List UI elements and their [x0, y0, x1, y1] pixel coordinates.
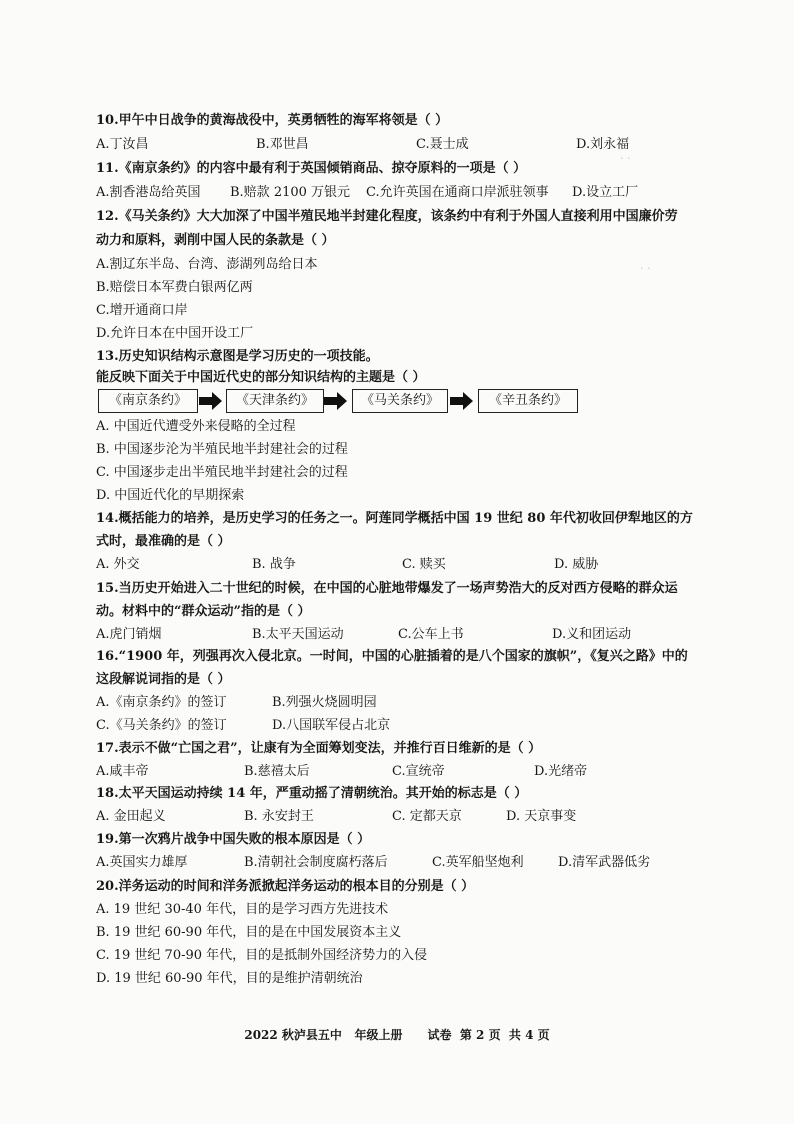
- q12-option-b: B.赔偿日本军费白银两亿两: [96, 280, 253, 295]
- question-13-stem-line2: 能反映下面关于中国近代史的部分知识结构的主题是（ ）: [96, 370, 426, 385]
- q20-option-b: B. 19 世纪 60-90 年代，目的是在中国发展资本主义: [96, 925, 402, 940]
- q16-option-b: B.列强火烧圆明园: [272, 695, 377, 710]
- q15-option-d: D.义和团运动: [552, 627, 632, 642]
- q19-option-a: A.英国实力雄厚: [96, 855, 188, 870]
- question-15-stem-line1: 15.当历史开始进入二十世纪的时候，在中国的心脏地带爆发了一场声势浩大的反对西方侵略的群众运: [96, 581, 678, 596]
- question-18-stem: 18.太平天国运动持续 14 年，严重动摇了清朝统治。其开始的标志是（ ）: [96, 786, 528, 801]
- q19-option-d: D.清军武器低劣: [558, 855, 651, 870]
- q10-option-d: D.刘永福: [576, 137, 630, 152]
- question-17-stem: 17.表示不做“亡国之君”，让康有为全面筹划变法，并推行百日维新的是（ ）: [96, 741, 542, 756]
- scan-artifact: · ·: [620, 152, 631, 165]
- q11-option-d: D.设立工厂: [572, 185, 639, 200]
- flow-arrow-icon: [199, 392, 223, 410]
- question-10-stem: 10.甲午中日战争的黄海战役中，英勇牺牲的海军将领是（ ）: [96, 113, 449, 128]
- q14-option-a: A. 外交: [96, 557, 140, 572]
- flow-box-nanjing-treaty: 《南京条约》: [98, 389, 198, 413]
- question-15-stem-line2: 动。材料中的“群众运动”指的是（ ）: [96, 604, 311, 619]
- q17-option-b: B.慈禧太后: [244, 764, 310, 779]
- q14-option-b: B. 战争: [252, 557, 296, 572]
- q12-option-d: D.允许日本在中国开设工厂: [96, 326, 254, 341]
- q19-option-c: C.英军船坚炮利: [432, 855, 524, 870]
- q10-option-c: C.聂士成: [416, 137, 469, 152]
- q12-option-c: C.增开通商口岸: [96, 303, 188, 318]
- q17-option-d: D.光绪帝: [534, 764, 588, 779]
- question-11-stem: 11.《南京条约》的内容中最有利于英国倾销商品、掠夺原料的一项是（ ）: [96, 161, 527, 176]
- q16-option-d: D.八国联军侵占北京: [272, 718, 391, 733]
- q17-option-c: C.宣统帝: [392, 764, 445, 779]
- flow-box-tianjin-treaty: 《天津条约》: [226, 389, 324, 413]
- q11-option-c: C.允许英国在通商口岸派驻领事: [366, 185, 549, 200]
- flow-arrow-icon: [324, 392, 348, 410]
- q14-option-c: C. 赎买: [402, 557, 446, 572]
- q15-option-a: A.虎门销烟: [96, 627, 162, 642]
- question-12-stem-line1: 12.《马关条约》大大加深了中国半殖民地半封建化程度，该条约中有利于外国人直接利用中国廉价劳: [96, 209, 678, 224]
- q18-option-d: D. 天京事变: [506, 809, 577, 824]
- q17-option-a: A.咸丰帝: [96, 764, 149, 779]
- question-12-stem-line2: 动力和原料，剥削中国人民的条款是（ ）: [96, 233, 335, 248]
- q14-option-d: D. 威胁: [554, 557, 599, 572]
- q18-option-c: C. 定都天京: [392, 809, 462, 824]
- question-14-stem-line2: 式时，最准确的是（ ）: [96, 534, 231, 549]
- q11-option-a: A.割香港岛给英国: [96, 185, 201, 200]
- q13-option-c: C. 中国逐步走出半殖民地半封建社会的过程: [96, 465, 348, 480]
- question-14-stem-line1: 14.概括能力的培养，是历史学习的任务之一。阿莲同学概括中国 19 世纪 80 年代初收回伊犁地区的方: [96, 511, 693, 526]
- q16-option-a: A.《南京条约》的签订: [96, 695, 227, 710]
- question-13-stem-line1: 13.历史知识结构示意图是学习历史的一项技能。: [96, 349, 379, 364]
- q19-option-b: B.清朝社会制度腐朽落后: [244, 855, 388, 870]
- q18-option-b: B. 永安封王: [244, 809, 314, 824]
- q15-option-b: B.太平天国运动: [252, 627, 344, 642]
- q13-option-b: B. 中国逐步沦为半殖民地半封建社会的过程: [96, 442, 348, 457]
- question-16-stem-line1: 16.“1900 年，列强再次入侵北京。一时间，中国的心脏插着的是八个国家的旗帜”，《复兴之路》中的: [96, 649, 688, 664]
- q20-option-a: A. 19 世纪 30-40 年代，目的是学习西方先进技术: [96, 902, 389, 917]
- q13-option-d: D. 中国近代化的早期探索: [96, 488, 245, 503]
- scan-artifact: · ·: [640, 262, 651, 275]
- flow-box-maguan-treaty: 《马关条约》: [352, 389, 448, 413]
- q18-option-a: A. 金田起义: [96, 809, 166, 824]
- q13-option-a: A. 中国近代遭受外来侵略的全过程: [96, 419, 296, 434]
- question-19-stem: 19.第一次鸦片战争中国失败的根本原因是（ ）: [96, 832, 371, 847]
- q11-option-b: B.赔款 2100 万银元: [230, 185, 351, 200]
- question-16-stem-line2: 这段解说词指的是（ ）: [96, 672, 231, 687]
- q20-option-c: C. 19 世纪 70-90 年代，目的是抵制外国经济势力的入侵: [96, 948, 428, 963]
- flow-arrow-icon: [450, 392, 474, 410]
- q12-option-a: A.割辽东半岛、台湾、澎湖列岛给日本: [96, 257, 318, 272]
- q15-option-c: C.公车上书: [398, 627, 464, 642]
- q10-option-a: A.丁汝昌: [96, 137, 149, 152]
- flow-box-xinchou-treaty: 《辛丑条约》: [478, 389, 578, 413]
- q20-option-d: D. 19 世纪 60-90 年代，目的是维护清朝统治: [96, 971, 363, 986]
- question-20-stem: 20.洋务运动的时间和洋务派掀起洋务运动的根本目的分别是（ ）: [96, 879, 475, 894]
- q16-option-c: C.《马关条约》的签订: [96, 718, 227, 733]
- page-footer: 2022 秋泸县五中 年级上册 试卷 第 2 页 共 4 页: [244, 1028, 550, 1042]
- q10-option-b: B.邓世昌: [256, 137, 309, 152]
